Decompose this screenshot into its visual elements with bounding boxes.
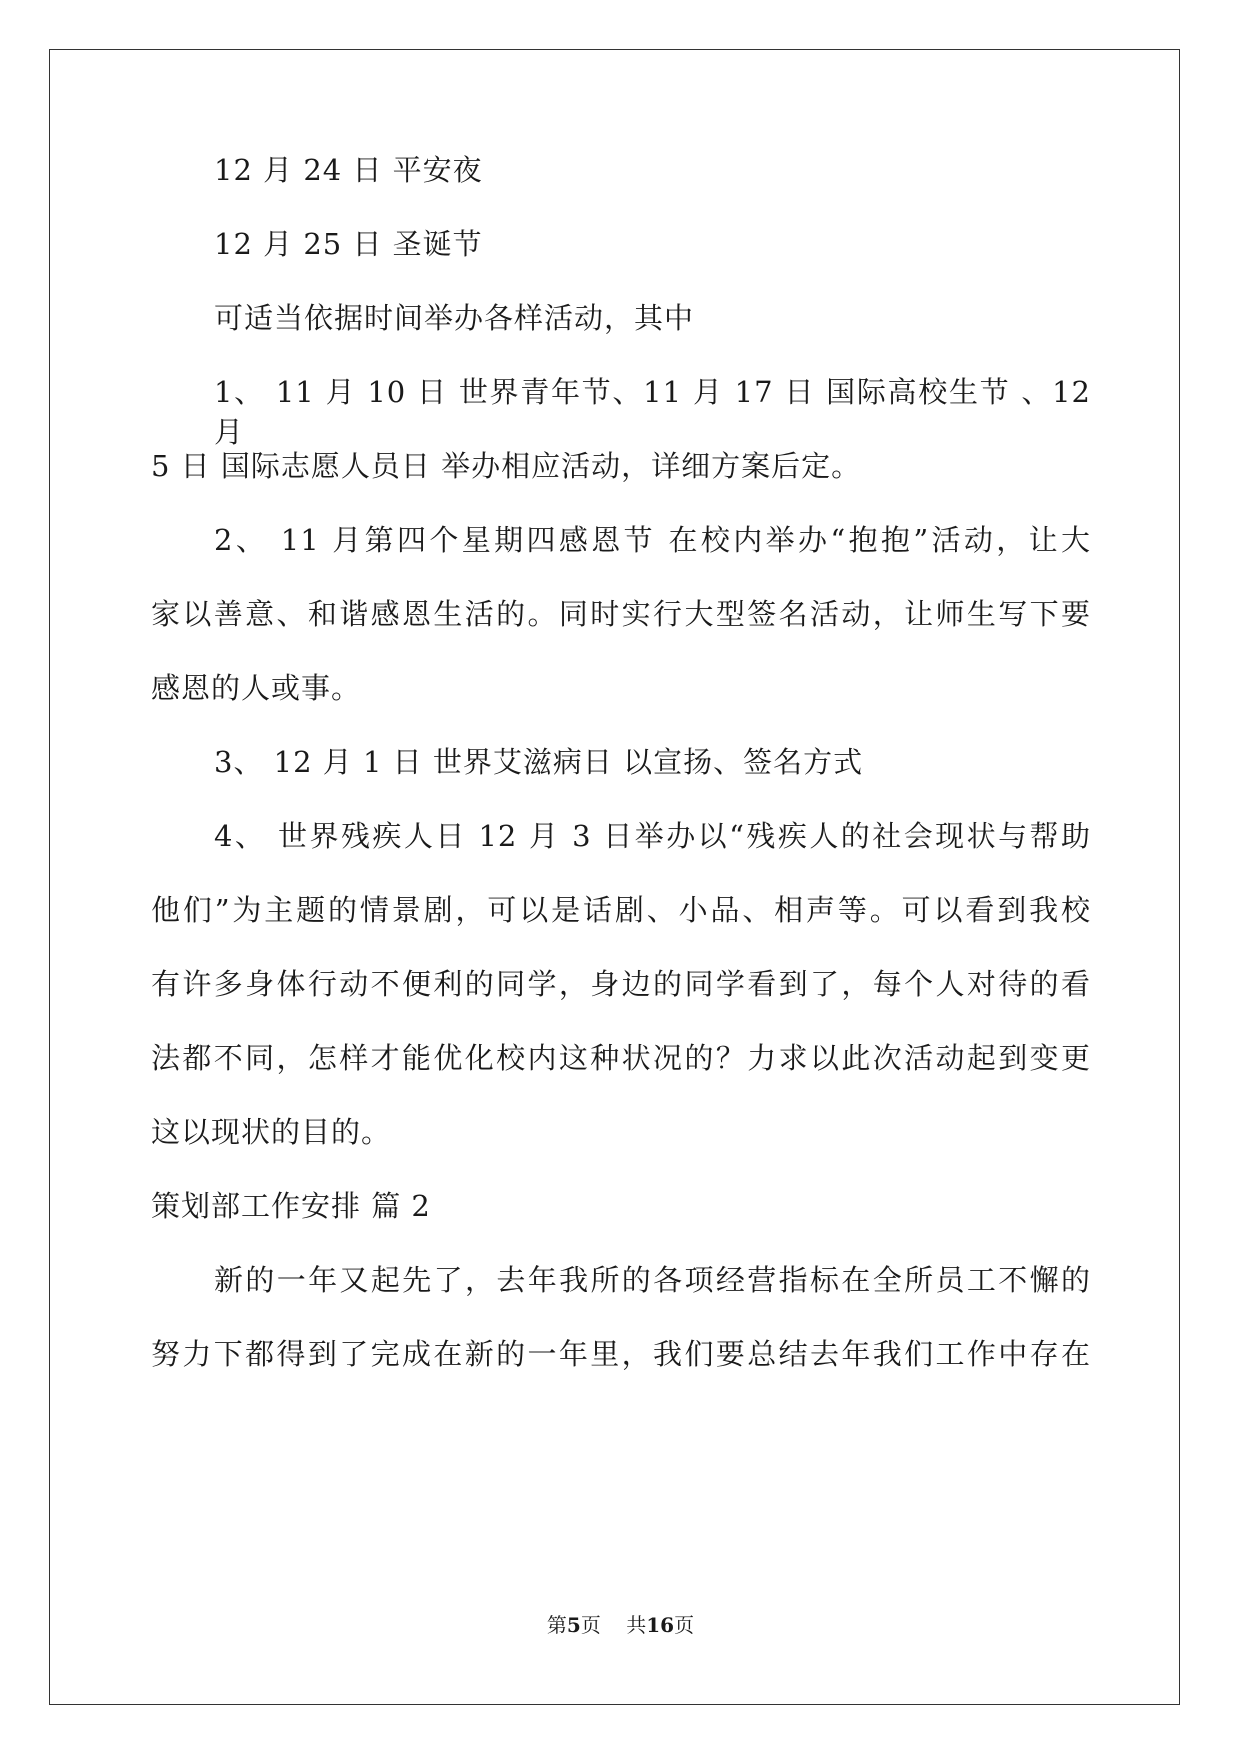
section-heading: 策划部工作安排 篇 2: [151, 1189, 431, 1223]
footer-page-number: 5: [566, 1613, 581, 1637]
text-line-date-christmas: 12 月 25 日 圣诞节: [214, 227, 483, 261]
text-line-section2-b: 努力下都得到了完成在新的一年里，我们要总结去年我们工作中存在: [151, 1337, 1091, 1371]
text-line-item4-e: 这以现状的目的。: [151, 1115, 392, 1149]
text-line-item2-a: 2、 11 月第四个星期四感恩节 在校内举办“抱抱”活动，让大: [214, 523, 1091, 557]
text-line-item4-d: 法都不同，怎样才能优化校内这种状况的？力求以此次活动起到变更: [151, 1041, 1091, 1075]
text-line-item4-b: 他们”为主题的情景剧，可以是话剧、小品、相声等。可以看到我校: [151, 893, 1091, 927]
footer-total-pages: 16: [646, 1613, 675, 1637]
text-line-item1-b: 5 日 国际志愿人员日 举办相应活动，详细方案后定。: [151, 449, 862, 483]
text-line-item3: 3、 12 月 1 日 世界艾滋病日 以宣扬、签名方式: [214, 745, 864, 779]
footer-middle: 页 共: [580, 1613, 647, 1637]
text-line-item2-c: 感恩的人或事。: [151, 671, 362, 705]
text-line-date-christmas-eve: 12 月 24 日 平安夜: [214, 153, 483, 187]
text-line-item4-a: 4、 世界残疾人日 12 月 3 日举办以“残疾人的社会现状与帮助: [214, 819, 1091, 853]
text-line-item1-a: 1、 11 月 10 日 世界青年节、11 月 17 日 国际高校生节 、12 月: [214, 375, 1091, 449]
text-line-section2-a: 新的一年又起先了，去年我所的各项经营指标在全所员工不懈的: [214, 1263, 1091, 1297]
text-line-item4-c: 有许多身体行动不便利的同学，身边的同学看到了，每个人对待的看: [151, 967, 1091, 1001]
footer-suffix: 页: [674, 1613, 695, 1637]
page-footer: [0, 1612, 1241, 1638]
text-line-intro: 可适当依据时间举办各样活动，其中: [214, 301, 695, 335]
footer-prefix: 第: [546, 1613, 567, 1637]
text-line-item2-b: 家以善意、和谐感恩生活的。同时实行大型签名活动，让师生写下要: [151, 597, 1091, 631]
